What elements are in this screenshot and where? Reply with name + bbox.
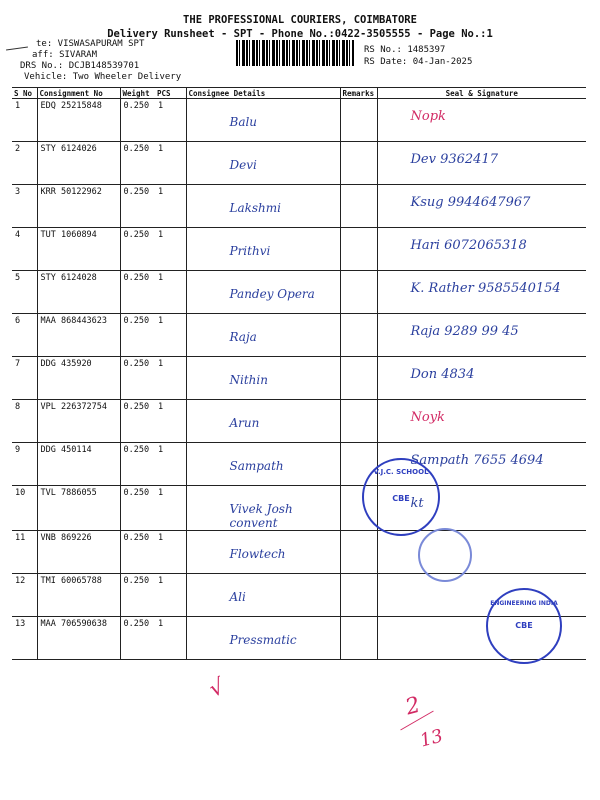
pcs-cell: 1 <box>155 142 186 185</box>
signature-cell <box>377 531 586 574</box>
weight-cell: 0.250 <box>120 142 155 185</box>
table-header-row <box>12 88 586 99</box>
signature-cell <box>377 185 586 228</box>
consignment-cell: VNB 869226 <box>37 531 120 574</box>
sno-cell: 8 <box>12 400 37 443</box>
pcs-cell: 1 <box>155 486 186 531</box>
consignee-cell <box>186 314 340 357</box>
weight-cell: 0.250 <box>120 99 155 142</box>
table-row <box>12 400 586 443</box>
remarks-cell <box>340 228 377 271</box>
table-row <box>12 271 586 314</box>
sno-cell: 3 <box>12 185 37 228</box>
remarks-cell <box>340 142 377 185</box>
vehicle-label: Vehicle: Two Wheeler Delivery <box>24 72 182 82</box>
consignee-cell <box>186 185 340 228</box>
pcs-cell: 1 <box>155 443 186 486</box>
col-weight: Weight <box>120 88 155 99</box>
signature-handwriting: Sampath 7655 4694 <box>410 453 544 468</box>
table-row <box>12 99 586 142</box>
weight-cell: 0.250 <box>120 486 155 531</box>
pen-mark <box>6 46 28 50</box>
consignee-cell <box>186 443 340 486</box>
table-row <box>12 443 586 486</box>
pcs-cell: 1 <box>155 617 186 660</box>
school-stamp-city: CBE <box>392 494 410 503</box>
consignee-handwriting: Pandey Opera <box>229 287 315 301</box>
consignment-cell: EDQ 25215848 <box>37 99 120 142</box>
table-row <box>12 142 586 185</box>
sno-cell: 13 <box>12 617 37 660</box>
consignment-cell: DDG 435920 <box>37 357 120 400</box>
consignment-cell: STY 6124028 <box>37 271 120 314</box>
consignment-cell: VPL 226372754 <box>37 400 120 443</box>
consignee-cell <box>186 228 340 271</box>
signature-cell <box>377 271 586 314</box>
consignment-cell: MAA 706590638 <box>37 617 120 660</box>
consignee-handwriting: Nithin <box>229 373 268 387</box>
weight-cell: 0.250 <box>120 271 155 314</box>
red-tick-mark: √ <box>206 674 228 703</box>
sno-cell: 11 <box>12 531 37 574</box>
signature-handwriting: Don 4834 <box>410 367 475 382</box>
signature-cell <box>377 99 586 142</box>
sno-cell: 7 <box>12 357 37 400</box>
table-row <box>12 185 586 228</box>
remarks-cell <box>340 99 377 142</box>
drs-label: DRS No.: DCJB148539701 <box>20 61 140 71</box>
signature-cell <box>377 228 586 271</box>
runsheet-table <box>12 87 586 660</box>
consignee-cell <box>186 486 340 531</box>
signature-handwriting: Noyk <box>410 410 445 425</box>
remarks-cell <box>340 617 377 660</box>
weight-cell: 0.250 <box>120 617 155 660</box>
weight-cell: 0.250 <box>120 228 155 271</box>
staff-label: aff: SIVARAM <box>32 50 98 60</box>
remarks-cell <box>340 357 377 400</box>
pcs-cell: 1 <box>155 314 186 357</box>
remarks-cell <box>340 271 377 314</box>
school-stamp <box>362 458 440 536</box>
signature-handwriting: K. Rather 9585540154 <box>410 281 561 296</box>
remarks-cell <box>340 185 377 228</box>
pcs-cell: 1 <box>155 185 186 228</box>
table-row <box>12 486 586 531</box>
consignee-handwriting: Devi <box>229 158 257 172</box>
consignment-cell: KRR 50122962 <box>37 185 120 228</box>
consignee-cell <box>186 271 340 314</box>
sno-cell: 9 <box>12 443 37 486</box>
consignee-cell <box>186 531 340 574</box>
sno-cell: 10 <box>12 486 37 531</box>
consignee-handwriting: Ali <box>229 590 246 604</box>
consignee-cell <box>186 617 340 660</box>
consignee-cell <box>186 574 340 617</box>
weight-cell: 0.250 <box>120 400 155 443</box>
weight-cell: 0.250 <box>120 185 155 228</box>
engineering-stamp <box>486 588 562 664</box>
pcs-cell: 1 <box>155 400 186 443</box>
table-row <box>12 531 586 574</box>
consignment-cell: MAA 868443623 <box>37 314 120 357</box>
weight-cell: 0.250 <box>120 357 155 400</box>
sno-cell: 12 <box>12 574 37 617</box>
pcs-cell: 1 <box>155 271 186 314</box>
signature-handwriting: Ksug 9944647967 <box>410 195 531 210</box>
consignee-handwriting: Arun <box>229 416 260 430</box>
consignment-cell: TMI 60065788 <box>37 574 120 617</box>
signature-cell <box>377 357 586 400</box>
route-label: te: VISWASAPURAM SPT <box>36 39 145 49</box>
sno-cell: 1 <box>12 99 37 142</box>
weight-cell: 0.250 <box>120 314 155 357</box>
page-count-top: 2 <box>403 692 423 721</box>
table-row <box>12 357 586 400</box>
col-signature: Seal & Signature <box>377 88 586 99</box>
weight-cell: 0.250 <box>120 574 155 617</box>
consignee-handwriting: Sampath <box>229 459 284 473</box>
weight-cell: 0.250 <box>120 443 155 486</box>
consignment-cell: TVL 7886055 <box>37 486 120 531</box>
table-row <box>12 314 586 357</box>
consignee-handwriting: Vivek Josh convent <box>229 502 293 530</box>
rs-number: RS No.: 1485397 <box>364 45 446 55</box>
pcs-cell: 1 <box>155 574 186 617</box>
consignee-cell <box>186 99 340 142</box>
consignment-cell: STY 6124026 <box>37 142 120 185</box>
remarks-cell <box>340 314 377 357</box>
signature-handwriting: Hari 6072065318 <box>410 238 527 253</box>
consignee-cell <box>186 400 340 443</box>
engineering-stamp-city: CBE <box>515 621 533 630</box>
sno-cell: 2 <box>12 142 37 185</box>
signature-handwriting: Dev 9362417 <box>410 152 498 167</box>
school-stamp-name: V.J.C. SCHOOL <box>373 468 429 476</box>
col-consignment: Consignment No <box>37 88 120 99</box>
signature-cell <box>377 400 586 443</box>
engineering-stamp-name: ENGINEERING INDIA <box>490 600 558 607</box>
col-pcs: PCS <box>155 88 186 99</box>
col-remarks: Remarks <box>340 88 377 99</box>
pcs-cell: 1 <box>155 531 186 574</box>
remarks-cell <box>340 531 377 574</box>
consignee-handwriting: Flowtech <box>229 547 286 561</box>
sno-cell: 4 <box>12 228 37 271</box>
pcs-cell: 1 <box>155 357 186 400</box>
consignee-handwriting: Balu <box>229 115 258 129</box>
consignee-handwriting: Prithvi <box>229 244 271 258</box>
pcs-cell: 1 <box>155 99 186 142</box>
signature-handwriting: Raja 9289 99 45 <box>410 324 519 339</box>
signature-cell <box>377 142 586 185</box>
table-row <box>12 228 586 271</box>
runsheet-title: Delivery Runsheet - SPT - Phone No.:0422-3505555 - Page No.:1 <box>107 28 493 40</box>
page-count-bottom: 13 <box>417 725 446 752</box>
sno-cell: 5 <box>12 271 37 314</box>
consignee-handwriting: Pressmatic <box>229 633 297 647</box>
signature-cell <box>377 314 586 357</box>
pcs-cell: 1 <box>155 228 186 271</box>
remarks-cell <box>340 574 377 617</box>
col-sno: S No <box>12 88 37 99</box>
company-title: THE PROFESSIONAL COURIERS, COIMBATORE <box>183 14 417 26</box>
remarks-cell <box>340 400 377 443</box>
weight-cell: 0.250 <box>120 531 155 574</box>
col-consignee: Consignee Details <box>186 88 340 99</box>
barcode-image <box>236 40 354 66</box>
consignment-cell: TUT 1060894 <box>37 228 120 271</box>
rs-date: RS Date: 04-Jan-2025 <box>364 57 473 67</box>
sno-cell: 6 <box>12 314 37 357</box>
signature-handwriting: kt <box>410 496 424 511</box>
faint-stamp <box>418 528 472 582</box>
consignee-cell <box>186 142 340 185</box>
consignee-handwriting: Lakshmi <box>229 201 281 215</box>
consignment-cell: DDG 450114 <box>37 443 120 486</box>
consignee-handwriting: Raja <box>229 330 257 344</box>
consignee-cell <box>186 357 340 400</box>
signature-handwriting: Nopk <box>410 109 446 124</box>
